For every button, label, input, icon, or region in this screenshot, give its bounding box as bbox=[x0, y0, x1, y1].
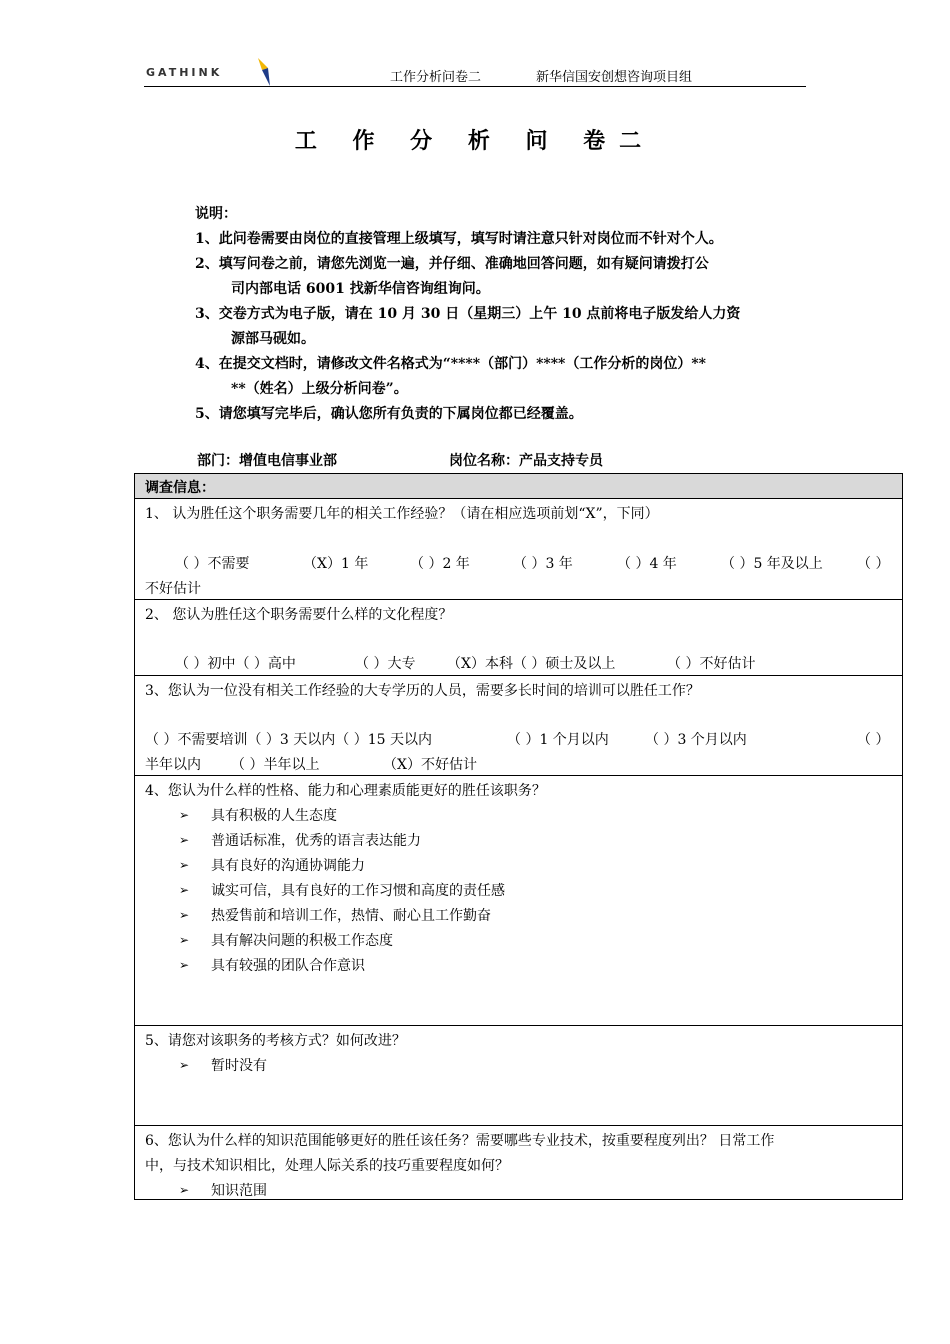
logo-mark-icon bbox=[256, 58, 272, 86]
answer-item: 具有较强的团队合作意识 bbox=[211, 958, 365, 974]
instruction-line: **（姓名）上级分析问卷”。 bbox=[231, 381, 408, 397]
bullet-arrow-icon: ➢ bbox=[179, 1183, 190, 1197]
bullet-arrow-icon: ➢ bbox=[179, 858, 190, 872]
question-3 bbox=[135, 676, 902, 776]
bullet-arrow-icon: ➢ bbox=[179, 933, 190, 947]
answer-item: 暂时没有 bbox=[211, 1058, 267, 1074]
instruction-line: 4、在提交文档时，请修改文件名格式为“****（部门）****（工作分析的岗位）** bbox=[195, 356, 707, 372]
answer-item: 知识范围 bbox=[211, 1183, 267, 1199]
option[interactable]: （ ） bbox=[857, 732, 890, 748]
instructions bbox=[195, 202, 835, 427]
bullet-arrow-icon: ➢ bbox=[179, 908, 190, 922]
option[interactable]: （ ）5 年及以上 bbox=[721, 556, 823, 572]
question-5 bbox=[135, 1026, 902, 1126]
answer-item: 具有良好的沟通协调能力 bbox=[211, 858, 365, 874]
option-continued: 半年以内 bbox=[145, 757, 201, 773]
option[interactable]: （ ）4 年 bbox=[617, 556, 677, 572]
header-doc-name: 工作分析问卷二 bbox=[390, 70, 482, 85]
option-selected[interactable]: （X）1 年 bbox=[303, 556, 369, 572]
page-header bbox=[144, 60, 806, 87]
question-text: 1、 认为胜任这个职务需要几年的相关工作经验？（请在相应选项前划“X”，下同） bbox=[145, 506, 659, 522]
answer-item: 诚实可信，具有良好的工作习惯和高度的责任感 bbox=[211, 883, 505, 899]
option-selected[interactable]: （X）不好估计 bbox=[383, 757, 477, 773]
option[interactable]: （ ）不需要 bbox=[175, 556, 250, 572]
option[interactable]: （ ）3 个月以内 bbox=[645, 732, 747, 748]
option[interactable]: （ ）不好估计 bbox=[667, 656, 756, 672]
instruction-line: 司内部电话 6001 找新华信咨询组询问。 bbox=[231, 281, 490, 297]
question-text: 4、您认为什么样的性格、能力和心理素质能更好的胜任该职务？ bbox=[145, 783, 546, 799]
bullet-arrow-icon: ➢ bbox=[179, 883, 190, 897]
option[interactable]: （ ）1 个月以内 bbox=[507, 732, 609, 748]
instruction-line: 源部马砚如。 bbox=[231, 331, 315, 347]
header-org-name: 新华信国安创想咨询项目组 bbox=[536, 70, 693, 85]
option[interactable]: （ ）大专 bbox=[355, 656, 416, 672]
option[interactable]: （ ）初中（ ）高中 bbox=[175, 656, 296, 672]
company-logo-text: GATHINK bbox=[146, 66, 223, 79]
instructions-heading: 说明： bbox=[195, 206, 237, 222]
survey-header: 调查信息： bbox=[145, 480, 215, 496]
question-text: 3、您认为一位没有相关工作经验的大专学历的人员，需要多长时间的培训可以胜任工作？ bbox=[145, 683, 700, 699]
bullet-arrow-icon: ➢ bbox=[179, 1058, 190, 1072]
department-label: 部门：增值电信事业部 bbox=[197, 453, 337, 469]
option-continued: 不好估计 bbox=[145, 581, 201, 597]
question-6 bbox=[135, 1126, 902, 1199]
instruction-line: 3、交卷方式为电子版，请在 10 月 30 日（星期三）上午 10 点前将电子版发给人力资 bbox=[195, 306, 741, 322]
option-selected[interactable]: （X）本科（ ）硕士及以上 bbox=[447, 656, 616, 672]
option[interactable]: （ ）不需要培训（ ）3 天以内（ ）15 天以内 bbox=[145, 732, 432, 748]
question-text: 2、 您认为胜任这个职务需要什么样的文化程度？ bbox=[145, 607, 453, 623]
instruction-line: 5、请您填写完毕后，确认您所有负责的下属岗位都已经覆盖。 bbox=[195, 406, 583, 422]
bullet-arrow-icon: ➢ bbox=[179, 958, 190, 972]
survey-table bbox=[134, 473, 903, 1200]
answer-item: 热爱售前和培训工作，热情、耐心且工作勤奋 bbox=[211, 908, 491, 924]
option[interactable]: （ ） bbox=[857, 556, 890, 572]
answer-item: 具有积极的人生态度 bbox=[211, 808, 337, 824]
question-text: 6、您认为什么样的知识范围能够更好的胜任该任务？需要哪些专业技术，按重要程度列出？ 日常工作 bbox=[145, 1133, 775, 1149]
bullet-arrow-icon: ➢ bbox=[179, 808, 190, 822]
survey-header-row bbox=[135, 474, 902, 499]
option[interactable]: （ ）3 年 bbox=[513, 556, 573, 572]
instruction-line: 1、此问卷需要由岗位的直接管理上级填写，填写时请注意只针对岗位而不针对个人。 bbox=[195, 231, 723, 247]
question-1 bbox=[135, 499, 902, 600]
option[interactable]: （ ）半年以上 bbox=[231, 757, 320, 773]
question-text: 中，与技术知识相比，处理人际关系的技巧重要程度如何？ bbox=[145, 1158, 509, 1174]
answer-item: 具有解决问题的积极工作态度 bbox=[211, 933, 393, 949]
document-title: 工 作 分 析 问 卷二 bbox=[294, 128, 656, 154]
question-text: 5、请您对该职务的考核方式？如何改进？ bbox=[145, 1033, 406, 1049]
instruction-line: 2、填写问卷之前，请您先浏览一遍，并仔细、准确地回答问题，如有疑问请拨打公 bbox=[195, 256, 709, 272]
question-4 bbox=[135, 776, 902, 1026]
option[interactable]: （ ）2 年 bbox=[410, 556, 470, 572]
position-label: 岗位名称：产品支持专员 bbox=[449, 453, 603, 469]
bullet-arrow-icon: ➢ bbox=[179, 833, 190, 847]
answer-item: 普通话标准，优秀的语言表达能力 bbox=[211, 833, 421, 849]
question-2 bbox=[135, 600, 902, 676]
